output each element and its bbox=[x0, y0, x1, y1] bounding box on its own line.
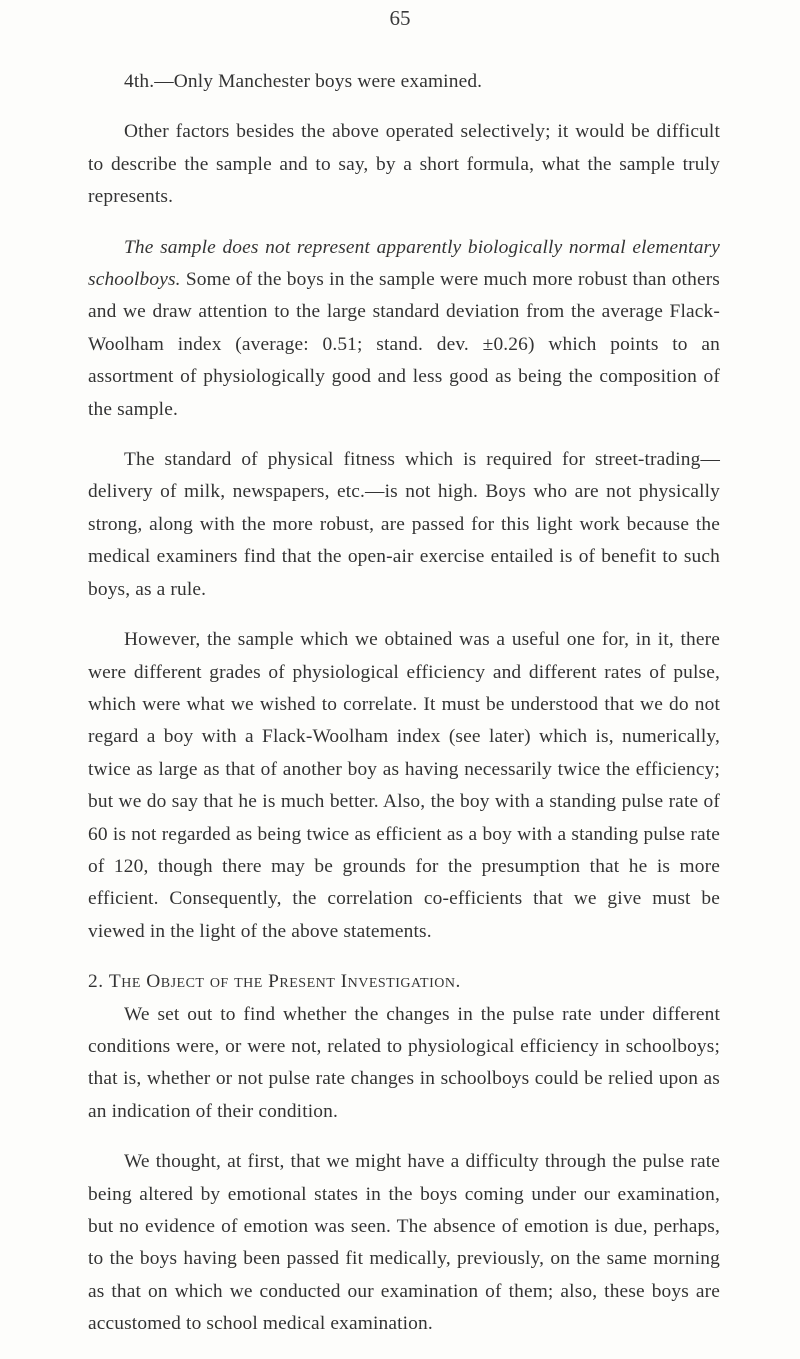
paragraph-useful-sample: However, the sample which we obtained was a useful one for, in it, there were different grades of physiological efficiency and different rates of pulse, which were what we wished to correlate. It must be understood that we do not regard a boy with a Flack-Woolham index (see later) which is, numerically, twice as large as that of another boy as having necessarily twice the efficiency; but we do say that he is much better. Also, the boy with a standing pulse rate of 60 is not regarded as being twice as efficient as a boy with a standing pulse rate of 120, though there may be grounds for the presumption that he is more efficient. Consequently, the correlation co-efficients that we give must be viewed in the light of the above statements. bbox=[88, 629, 720, 942]
paragraph-emotional-states: We thought, at first, that we might have a difficulty through the pulse rate being altered by emotional states in the boys coming under our examination, but no evidence of emotion was seen. The absence of emotion is due, perhaps, to the boys having been passed fit medically, previously, on the same morning as that on which we conducted our examination of them; also, these boys are accustomed to school medical examination. bbox=[88, 1151, 720, 1335]
page-number: 65 bbox=[389, 6, 411, 30]
section-heading-number: 2. bbox=[88, 971, 109, 993]
page-body bbox=[88, 66, 720, 1359]
paragraph-manchester-boys: 4th.—Only Manchester boys were examined. bbox=[124, 71, 483, 92]
paragraph-other-factors: Other factors besides the above operated selectively; it would be difficult to describe the sample and to say, by a short formula, what the sample truly represents. bbox=[88, 121, 720, 208]
section-heading-text: The Object of the Present Investigation. bbox=[108, 971, 461, 993]
paragraph-sample-rest: Some of the boys in the sample were much more robust than others and we draw attention to the large standard deviation from the average Flack-Woolham index (average: 0.51; stand. dev. ±0.26) which points to an assortment of physiologically good and less good as being the composition of the sample. bbox=[88, 269, 720, 420]
paragraph-physical-fitness: The standard of physical fitness which is required for street-trading—delivery of milk, newspapers, etc.—is not high. Boys who are not physically strong, along with the more robust, are passed for this light work because the medical examiners find that the open-air exercise entailed is of benefit to such boys, as a rule. bbox=[88, 449, 720, 600]
paragraph-sample-representation bbox=[88, 232, 720, 426]
paragraph-sample-italic-lead: The sample does not represent apparently biologically normal elementary schoolboys. bbox=[88, 236, 720, 291]
paragraph-investigation-goal: We set out to find whether the changes in the pulse rate under different conditions were, or were not, related to physiological efficiency in schoolboys; that is, whether or not pulse rate changes in schoolboys could be relied upon as an indication of their condition. bbox=[88, 1003, 720, 1122]
section-heading bbox=[88, 966, 720, 998]
